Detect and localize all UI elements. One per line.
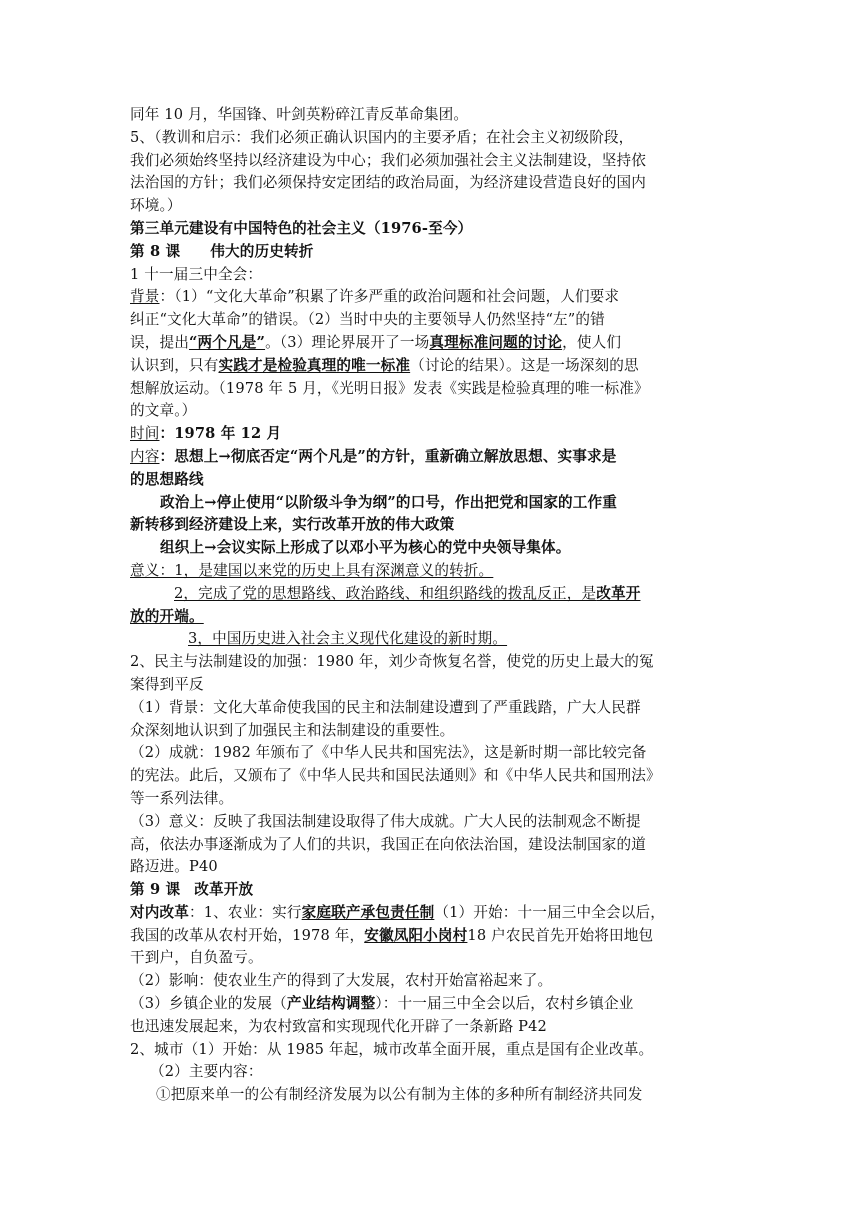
text-line: （3）乡镇企业的发展（产业结构调整）：十一届三中全会以后，农村乡镇企业 xyxy=(130,995,634,1013)
text-line: （2）影响：使农业生产的得到了大发展，农村开始富裕起来了。 xyxy=(130,972,553,990)
text-line: ①把原来单一的公有制经济发展为以公有制为主体的多种所有制经济共同发 xyxy=(156,1086,643,1104)
text-line: 想解放运动。（1978 年 5 月，《光明日报》发表《实践是检验真理的唯一标准》 xyxy=(130,379,649,397)
text-line: 的文章。） xyxy=(130,402,197,420)
text-line: 2，完成了党的思想路线、政治路线、和组织路线的拨乱反正，是改革开 xyxy=(174,584,641,602)
text-line: 同年 10 月，华国锋、叶剑英粉碎江青反革命集团。 xyxy=(130,106,469,123)
text-line: 环境。） xyxy=(130,197,182,215)
text-line: （2）主要内容： xyxy=(150,1063,263,1081)
lesson-title: 伟大的历史转折 xyxy=(210,242,314,260)
text-line: 政治上→停止使用“以阶级斗争为纲”的口号，作出把党和国家的工作重 xyxy=(160,493,618,511)
text-line: 我们必须始终坚持以经济建设为中心；我们必须加强社会主义法制建设，坚持依 xyxy=(130,151,647,169)
text-line: 1 十一届三中全会： xyxy=(130,265,263,283)
text-line: 认识到，只有实践才是检验真理的唯一标准（讨论的结果）。这是一场深刻的思 xyxy=(130,356,639,374)
text-line: 2、城市（1）开始：从 1985 年起，城市改革全面开展，重点是国有企业改革。 xyxy=(130,1040,654,1058)
section-label: 背景 xyxy=(130,288,160,306)
text-line: 纠正“文化大革命”的错误。（2）当时中央的主要领导人仍然坚持“左”的错 xyxy=(130,311,605,329)
text-line: （2）成就：1982 年颁布了《中华人民共和国宪法》，这是新时期一部比较完备 xyxy=(130,744,647,762)
text-line: 误，提出“两个凡是”。（3）理论界展开了一场真理标准问题的讨论，使人们 xyxy=(130,333,622,351)
text-line: 3，中国历史进入社会主义现代化建设的新时期。 xyxy=(188,630,508,648)
text-line: 众深刻地认识到了加强民主和法制建设的重要性。 xyxy=(130,721,455,739)
lesson-heading xyxy=(130,241,736,264)
text-line: 案得到平反 xyxy=(130,675,204,693)
text-line: 路迈进。P40 xyxy=(130,858,218,876)
lesson-heading xyxy=(130,879,736,902)
text-line: 也迅速发展起来，为农村致富和实现现代化开辟了一条新路 P42 xyxy=(130,1017,547,1035)
key-term: 改革开 xyxy=(596,584,641,602)
text-line: 2、民主与法制建设的加强：1980 年，刘少奇恢复名誉，使党的历史上最大的冤 xyxy=(130,653,654,671)
text-line: 放的开端。 xyxy=(130,607,204,625)
text-line: 等一系列法律。 xyxy=(130,789,234,807)
text-line: 组织上→会议实际上形成了以邓小平为核心的党中央领导集体。 xyxy=(160,539,571,557)
key-term: 产业结构调整 xyxy=(286,995,376,1013)
text-line: 干到户，自负盈亏。 xyxy=(130,949,263,967)
section-label: 内容 xyxy=(130,447,160,465)
text-line: 我国的改革从农村开始，1978 年，安徽凤阳小岗村18 户农民首先开始将田地包 xyxy=(130,926,654,944)
key-term: 实践才是检验真理的唯一标准 xyxy=(218,356,411,374)
text-line: 内容：思想上→彻底否定“两个凡是”的方针，重新确立解放思想、实事求是 xyxy=(130,447,617,465)
text-line: 的思想路线 xyxy=(130,470,204,488)
text-line: （3）意义：反映了我国法制建设取得了伟大成就。广大人民的法制观念不断提 xyxy=(130,812,641,830)
lesson-number: 第 9 课 xyxy=(130,881,181,899)
text-line: 新转移到经济建设上来，实行改革开放的伟大政策 xyxy=(130,516,455,534)
lesson-title: 改革开放 xyxy=(194,881,254,899)
section-label: 对内改革 xyxy=(130,903,189,921)
text-line: 时间：1978 年 12 月 xyxy=(130,425,282,443)
section-label: 时间 xyxy=(130,425,160,443)
text-line: 5、（教训和启示：我们必须正确认识国内的主要矛盾；在社会主义初级阶段， xyxy=(130,128,634,146)
key-term: 真理标准问题的讨论 xyxy=(429,333,563,351)
section-label: 意义 xyxy=(130,561,160,579)
key-term: “两个凡是” xyxy=(188,333,266,351)
key-term: 家庭联产承包责任制 xyxy=(301,903,435,921)
key-term: 安徽凤阳小岗村 xyxy=(364,926,468,944)
text-line: 对内改革：1、农业：实行家庭联产承包责任制（1）开始：十一届三中全会以后， xyxy=(130,903,665,921)
text-line: 的宪法。此后，又颁布了《中华人民共和国民法通则》和《中华人民共和国刑法》 xyxy=(130,767,661,785)
text-line: （1）背景：文化大革命使我国的民主和法制建设遭到了严重践踏，广大人民群 xyxy=(130,698,641,716)
lesson-number: 第 8 课 xyxy=(130,242,181,260)
text-line: 法治国的方针；我们必须保持安定团结的政治局面，为经济建设营造良好的国内 xyxy=(130,174,647,192)
text-line: 高，依法办事逐渐成为了人们的共识，我国正在向依法治国，建设法制国家的道 xyxy=(130,835,647,853)
text-line: 意义：1，是建国以来党的历史上具有深渊意义的转折。 xyxy=(130,561,494,579)
text-line: 背景：（1）“文化大革命”积累了许多严重的政治问题和社会问题，人们要求 xyxy=(130,288,620,306)
unit-heading: 第三单元建设有中国特色的社会主义（1976-至今） xyxy=(130,219,473,237)
document-page xyxy=(130,104,736,1107)
